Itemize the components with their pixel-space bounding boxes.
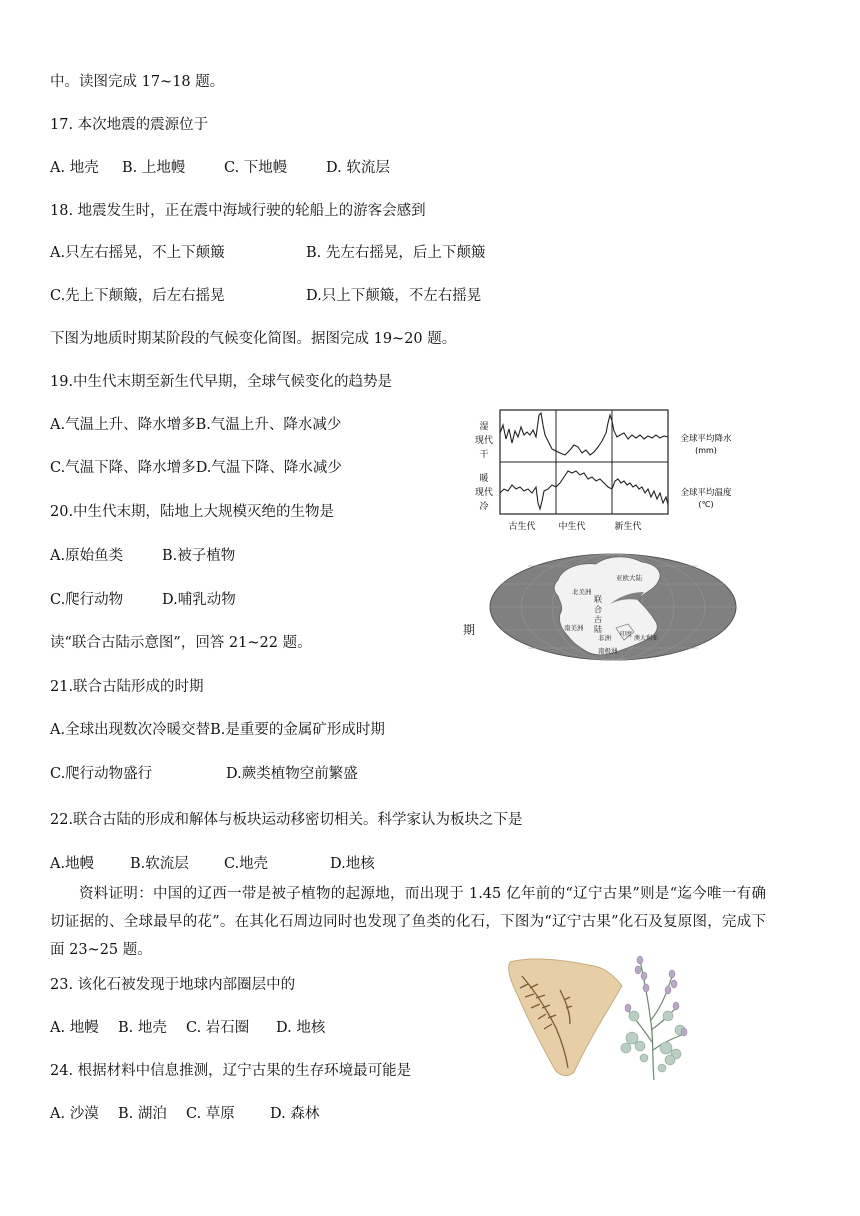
- cropped-caption-fragment: 期: [463, 623, 476, 637]
- option-17-d: D. 软流层: [326, 160, 390, 176]
- question-18: 18. 地震发生时，正在震中海域行驶的轮船上的游客会感到: [50, 203, 426, 219]
- options-17: [50, 158, 390, 178]
- label-south-america: 南美洲: [564, 624, 584, 632]
- option-18-b: B. 先左右摇晃，后上下颠簸: [306, 245, 486, 261]
- options-21-cd: [50, 764, 358, 784]
- option-20-b: B.被子植物: [162, 548, 236, 564]
- option-23-b: B. 地壳: [118, 1020, 167, 1036]
- option-21-a: A.全球出现数次冷暖交替: [50, 722, 211, 738]
- label-pangaea-char-4: 陆: [594, 625, 602, 634]
- precipitation-label: 全球平均降水: [680, 434, 732, 444]
- question-17: 17. 本次地震的震源位于: [50, 117, 209, 133]
- question-20: 20.中生代末期，陆地上大规模灭绝的生物是: [50, 504, 335, 520]
- options-19-ab: [50, 415, 341, 435]
- option-18-a: A.只左右摇晃，不上下颠簸: [50, 245, 225, 261]
- option-18-c: C.先上下颠簸，后左右摇晃: [50, 288, 225, 304]
- precipitation-unit: (mm): [695, 446, 717, 455]
- label-pangaea-char-2: 合: [594, 605, 602, 614]
- option-22-c: C.地壳: [224, 856, 269, 872]
- option-24-b: B. 湖泊: [118, 1106, 167, 1122]
- material-paragraph: 资料证明：中国的辽西一带是被子植物的起源地，而出现于 1.45 亿年前的“辽宁古果”则是“迄今唯一有确切证据的、全球最早的花”。在其化石周边同时也发现了鱼类的化石，下图为“辽宁古果”化石及复原图，完成下面 23~25 题。: [50, 886, 766, 958]
- options-20-cd: [50, 590, 236, 610]
- option-20-d: D.哺乳动物: [162, 592, 236, 608]
- pangaea-map: [488, 552, 738, 662]
- option-21-c: C.爬行动物盛行: [50, 766, 153, 782]
- option-19-a: A.气温上升、降水增多: [50, 417, 196, 433]
- top-axis-label-wet: 湿: [479, 422, 489, 432]
- option-23-a: A. 地幔: [50, 1020, 99, 1036]
- fossil-figure: [504, 950, 704, 1085]
- question-22: 22.联合古陆的形成和解体与板块运动移密切相关。科学家认为板块之下是: [50, 812, 523, 828]
- options-22: [50, 854, 375, 874]
- question-21: 21.联合古陆形成的时期: [50, 679, 204, 695]
- bottom-axis-label-cold: 冷: [479, 502, 489, 512]
- option-24-a: A. 沙漠: [50, 1106, 99, 1122]
- label-india: 印度: [620, 631, 633, 638]
- options-23: [50, 1018, 325, 1038]
- option-17-b: B. 上地幔: [122, 160, 186, 176]
- intro-17-18: 中。读图完成 17~18 题。: [50, 74, 225, 90]
- option-24-c: C. 草原: [186, 1106, 235, 1122]
- label-eurasia: 亚欧大陆: [616, 574, 642, 582]
- options-24: [50, 1104, 319, 1124]
- option-19-c: C.气温下降、降水增多: [50, 460, 196, 476]
- label-north-america: 北美洲: [572, 588, 592, 596]
- label-antarctica: 南极洲: [598, 647, 618, 655]
- question-24: 24. 根据材料中信息推测，辽宁古果的生存环境最可能是: [50, 1063, 412, 1079]
- climate-chart: [470, 405, 740, 540]
- option-20-c: C.爬行动物: [50, 592, 124, 608]
- label-pangaea-char-1: 联: [594, 595, 602, 604]
- label-australia: 澳大利亚: [634, 635, 659, 642]
- options-21-ab: [50, 720, 385, 740]
- option-22-d: D.地核: [330, 856, 375, 872]
- options-18-cd: [50, 286, 481, 306]
- temperature-unit: (℃): [698, 500, 714, 509]
- era-label-cenozoic: 新生代: [614, 522, 642, 532]
- option-20-a: A.原始鱼类: [50, 548, 124, 564]
- label-pangaea-char-3: 古: [594, 615, 602, 624]
- option-22-b: B.软流层: [130, 856, 189, 872]
- intro-19-20: 下图为地质时期某阶段的气候变化简图。据图完成 19~20 题。: [50, 331, 457, 347]
- options-20-ab: [50, 546, 235, 566]
- option-19-b: B.气温上升、降水减少: [195, 417, 342, 433]
- bottom-axis-label-warm: 暖: [479, 474, 489, 484]
- option-18-d: D.只上下颠簸，不左右摇晃: [306, 288, 482, 304]
- question-23: 23. 该化石被发现于地球内部圈层中的: [50, 977, 296, 993]
- option-24-d: D. 森林: [270, 1106, 320, 1122]
- bottom-axis-label-modern: 现代: [474, 488, 494, 498]
- option-17-a: A. 地壳: [50, 160, 99, 176]
- temperature-label: 全球平均温度: [680, 488, 732, 498]
- options-19-cd: [50, 458, 342, 478]
- option-21-d: D.蕨类植物空前繁盛: [226, 766, 358, 782]
- intro-21-22: 读“联合古陆示意图”，回答 21~22 题。: [50, 635, 312, 651]
- label-africa: 非洲: [598, 634, 611, 642]
- options-18-ab: [50, 243, 485, 263]
- option-23-c: C. 岩石圈: [186, 1020, 250, 1036]
- option-23-d: D. 地核: [276, 1020, 326, 1036]
- era-label-paleozoic: 古生代: [508, 522, 536, 532]
- option-22-a: A.地幔: [50, 856, 95, 872]
- question-19: 19.中生代末期至新生代早期，全球气候变化的趋势是: [50, 374, 393, 390]
- option-19-d: D.气温下降、降水减少: [195, 460, 342, 476]
- top-axis-label-dry: 干: [479, 450, 489, 460]
- option-21-b: B.是重要的金属矿形成时期: [210, 722, 385, 738]
- option-17-c: C. 下地幔: [224, 160, 288, 176]
- era-label-mesozoic: 中生代: [558, 522, 586, 532]
- top-axis-label-modern: 现代: [474, 436, 494, 446]
- reconstruction-plant: [621, 956, 687, 1080]
